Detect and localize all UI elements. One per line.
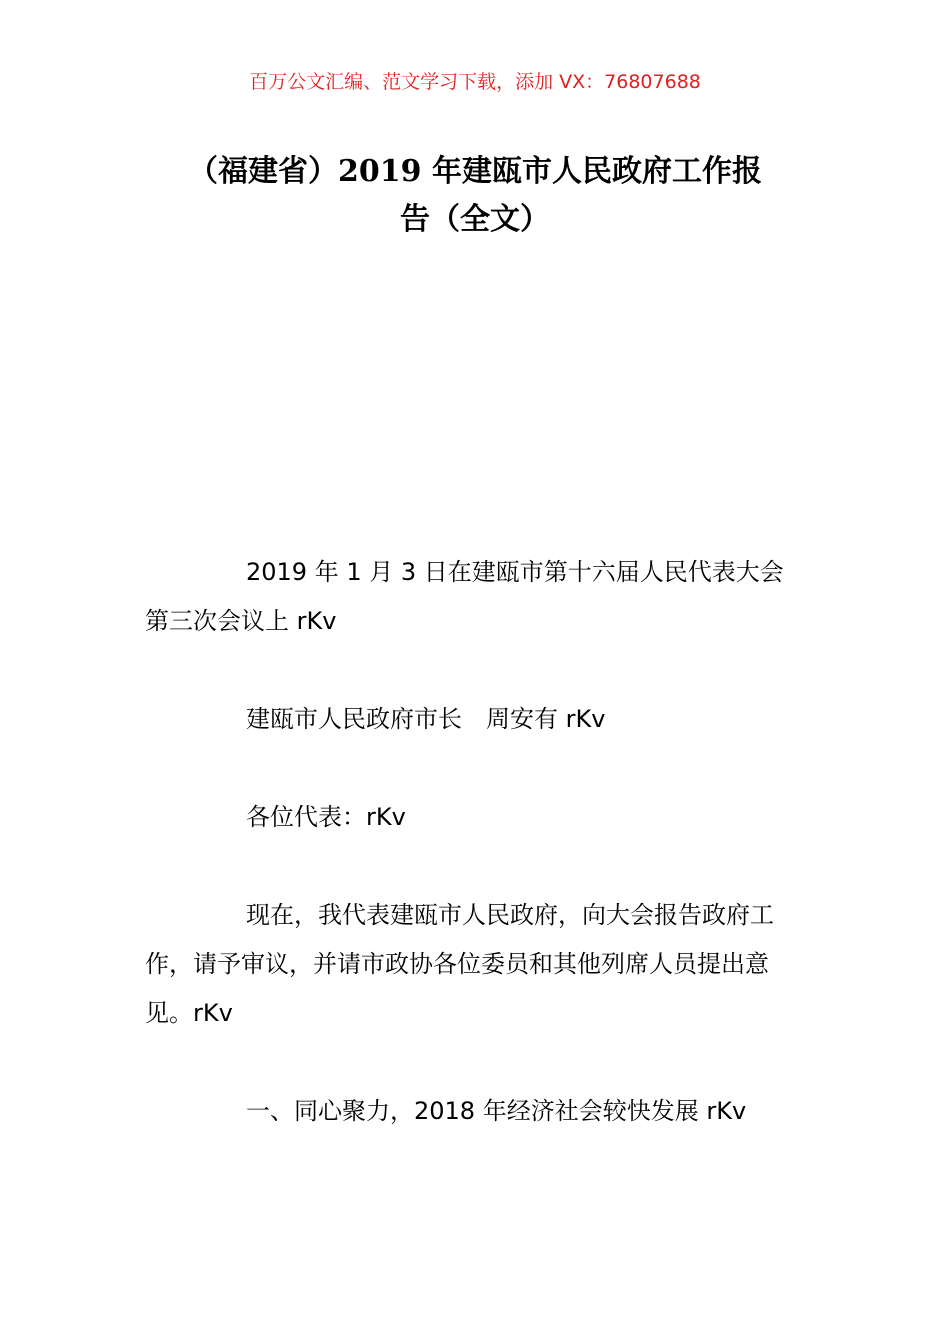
document-title-line-2: 告（全文） xyxy=(400,202,550,237)
body-paragraph-salutation: 各位代表：rKv xyxy=(246,803,406,831)
document-title xyxy=(145,148,805,244)
document-body xyxy=(145,548,807,1185)
body-paragraph-intro: 现在，我代表建瓯市人民政府，向大会报告政府工作，请予审议，并请市政协各位委员和其他列席人员提出意见。rKv xyxy=(145,901,774,1027)
body-paragraph-section-heading: 一、同心聚力，2018 年经济社会较快发展 rKv xyxy=(246,1097,747,1125)
body-paragraph-date: 2019 年 1 月 3 日在建瓯市第十六届人民代表大会第三次会议上 rKv xyxy=(145,558,784,635)
header-promo-note: 百万公文汇编、范文学习下载，添加 VX：76807688 xyxy=(249,71,701,93)
document-title-line-1: （福建省）2019 年建瓯市人民政府工作报 xyxy=(188,154,762,189)
body-paragraph-author: 建瓯市人民政府市长 周安有 rKv xyxy=(246,705,606,733)
